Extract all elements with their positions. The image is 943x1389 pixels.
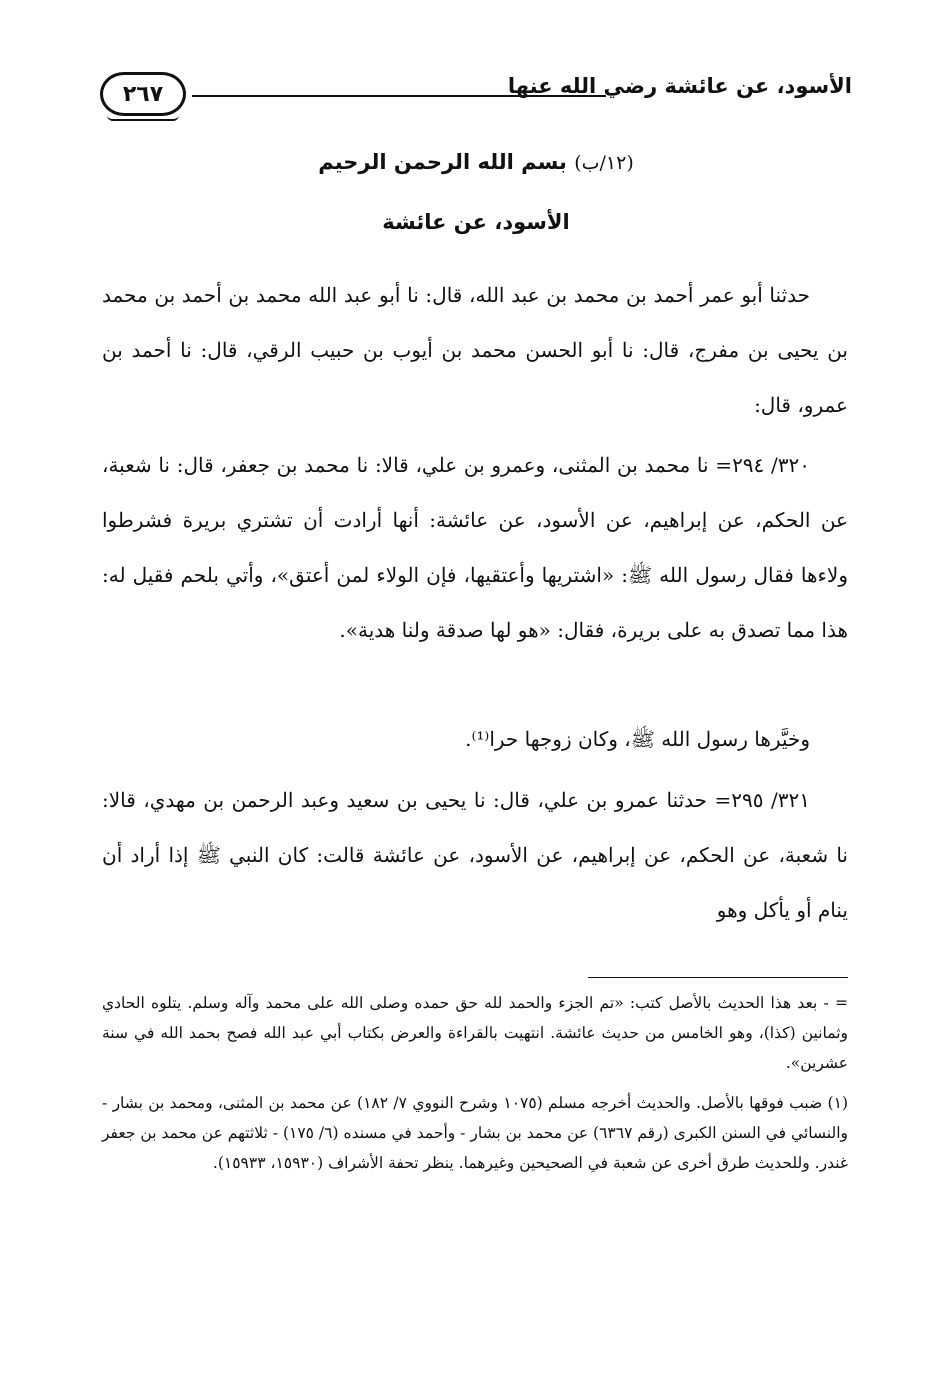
hadith-294-tail: وخيَّرها رسول الله ﷺ، وكان زوجها حرا⁽¹⁾. (465, 727, 810, 751)
section-title: الأسود، عن عائشة (382, 210, 570, 234)
hadith-294-tail-paragraph (102, 712, 848, 767)
isnad-intro: حدثنا أبو عمر أحمد بن محمد بن عبد الله، قال: نا أبو عبد الله محمد بن أحمد بن محمد بن يحيى بن مفرج، قال: نا أبو الحسن محمد بن أيوب بن حبيب الرقي، قال: نا أحمد بن عمرو، قال: (102, 283, 848, 417)
hadith-295-paragraph (102, 773, 848, 938)
footnotes (102, 988, 848, 1178)
isnad-paragraph (102, 268, 848, 433)
hadith-294: ٣٢٠/ ٢٩٤= نا محمد بن المثنى، وعمرو بن علي، قالا: نا محمد بن جعفر، قال: نا شعبة، عن الحكم، عن إبراهيم، عن الأسود، عن عائشة: أنها أرادت أن تشتري بريرة فشرطوا ولاءها فقال رسول الله ﷺ: «اشتريها وأعتقيها، فإن الولاء لمن أعتق»، وأتي بلحم فقيل له: هذا مما تصدق به على بريرة، فقال: «هو لها صدقة ولنا هدية». (102, 453, 848, 642)
hadith-294-paragraph (102, 438, 848, 658)
page-number-badge (100, 72, 186, 116)
running-header (100, 72, 852, 122)
running-title: الأسود، عن عائشة رضي الله عنها (507, 74, 852, 98)
basmala: بسم الله الرحمن الرحيم (318, 150, 567, 174)
basmala-heading (100, 150, 852, 174)
hadith-295: ٣٢١/ ٢٩٥= حدثنا عمرو بن علي، قال: نا يحيى بن سعيد وعبد الرحمن بن مهدي، قالا: نا شعبة، عن الحكم، عن إبراهيم، عن الأسود، عن عائشة قالت: كان النبي ﷺ إذا أراد أن ينام أو يأكل وهو (102, 788, 848, 922)
footnote-1: (١) ضبب فوقها بالأصل. والحديث أخرجه مسلم (١٠٧٥ وشرح النووي ٧/ ١٨٢) عن محمد بن المثنى، ومحمد بن بشار - والنسائي في السنن الكبرى (رقم ٦٣٦٧) عن محمد بن بشار - وأحمد في مسنده (٦/ ١٧٥) - ثلاثتهم عن محمد بن جعفر غندر. وللحديث طرق أخرى عن شعبة في الصحيحين وغيرهما. ينظر تحفة الأشراف (١٥٩٣٠، ١٥٩٣٣). (102, 1094, 848, 1172)
page-number: ٢٦٧ (122, 81, 164, 107)
footnote-rule (588, 977, 848, 978)
footnote-continued: = - بعد هذا الحديث بالأصل كتب: «تم الجزء والحمد لله حق حمده وصلى الله على محمد وآله وسلم. يتلوه الحادي وثمانين (كذا)، وهو الخامس من حديث عائشة. انتهيت بالقراءة والعرض بكتاب أبي عبد الله فصح بحمد الله في سنة عشرين». (102, 994, 848, 1072)
folio-marker: (١٢/ب) (574, 152, 634, 174)
